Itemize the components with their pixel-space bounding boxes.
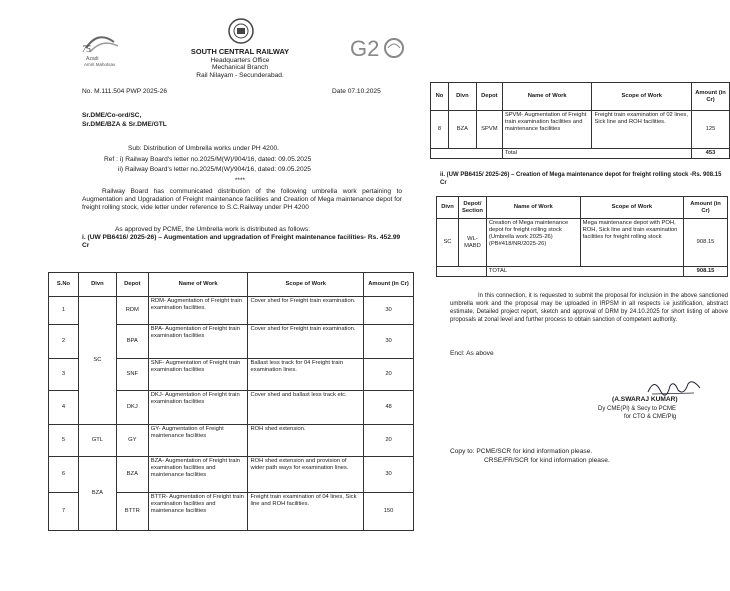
total-amount: 453 xyxy=(692,149,730,159)
header-work: Name of Work xyxy=(148,273,248,297)
table-row xyxy=(437,219,728,267)
cell-depot: SPVM xyxy=(476,111,502,149)
reference-1: Ref : i) Railway Board's letter no.2025/M(W)/904/16, dated: 09.05.2025 xyxy=(104,156,312,163)
cell-scope: Cover shed for Freight train examination. xyxy=(248,325,364,359)
svg-text:Azadi: Azadi xyxy=(86,56,99,62)
cell-amount: 30 xyxy=(364,457,414,493)
cell-work: SPVM- Augmentation of Freight train examination facilities and maintenance facilities xyxy=(502,111,592,149)
header-depot: Depot xyxy=(476,83,502,111)
total-label: TOTAL xyxy=(486,267,683,277)
cell-depot: WL-MABD xyxy=(458,219,486,267)
cell-amount: 20 xyxy=(364,425,414,457)
cell-work: BZA- Augmentation of Freight train examination facilities and maintenance facilities xyxy=(148,457,248,493)
cell-amount: 908.15 xyxy=(684,219,728,267)
reference-number: No. M.111.504 PWP 2025-26 xyxy=(82,88,168,95)
copy-to-line-2: CRSE/FR/SCR for kind information please. xyxy=(484,457,610,464)
header-scope: Scope of Work xyxy=(580,197,683,219)
addressee-2: Sr.DME/BZA & Sr.DME/GTL xyxy=(82,121,167,128)
mega-depot-table xyxy=(436,196,728,277)
intro-paragraph: Railway Board has communicated distribution of the following umbrella work pertaining to Augmentation and Upgradation of Freight maintenance facilities and Creation of Mega maintenance depot for freight rolling stock, vide letter under reference to S.C.Railway under PH 4200 xyxy=(82,188,402,211)
total-row xyxy=(437,267,728,277)
header-no: No xyxy=(431,83,449,111)
cell-scope: Freight train examination of 04 lines, Sick line and ROH facilities. xyxy=(248,493,364,531)
cell-work: GY- Augmentation of Freight maintenance facilities xyxy=(148,425,248,457)
svg-text:75: 75 xyxy=(82,44,91,54)
cell-amount: 20 xyxy=(364,359,414,391)
cell-scope: Mega maintenance depot with POH, ROH, Sick line and train examination facilities for freight rolling stock xyxy=(580,219,683,267)
signer-name: (A.SWARAJ KUMAR) xyxy=(612,396,678,403)
branch-name: Mechanical Branch xyxy=(211,64,269,71)
signer-title: Dy CME(Pl) & Secy to PCME xyxy=(598,406,677,412)
header-scope: Scope of Work xyxy=(592,83,692,111)
cell-sno: 3 xyxy=(49,359,79,391)
cell-sno: 6 xyxy=(49,457,79,493)
cell-amount: 125 xyxy=(692,111,730,149)
cell-depot: BTTR xyxy=(116,493,148,531)
cell-depot: SNF xyxy=(116,359,148,391)
letter-page-2 xyxy=(428,0,730,591)
cell-divn: SC xyxy=(437,219,459,267)
header-scope: Scope of Work xyxy=(248,273,364,297)
cell-amount: 30 xyxy=(364,297,414,325)
cell-depot: DKJ xyxy=(116,391,148,425)
header-work: Name of Work xyxy=(486,197,580,219)
subject-line: Sub: Distribution of Umbrella works under PH 4200. xyxy=(128,145,279,152)
cell-scope: Cover shed and ballast less track etc. xyxy=(248,391,364,425)
cell-work: SNF- Augmentation of Freight train examination facilities xyxy=(148,359,248,391)
table-row xyxy=(49,297,414,325)
table-row xyxy=(49,425,414,457)
cell-no: 8 xyxy=(431,111,449,149)
cell-work: RDM- Augmentation of Freight train examination facilities. xyxy=(148,297,248,325)
cell-amount: 150 xyxy=(364,493,414,531)
item2-heading: ii. (UW PB6415/ 2025-26) – Creation of Mega maintenance depot for freight rolling stock -Rs. 908.15 Cr xyxy=(440,172,722,186)
cell-amount: 48 xyxy=(364,391,414,425)
cell-sno: 7 xyxy=(49,493,79,531)
umbrella-work-table-1-continued xyxy=(430,82,730,159)
cell-divn: BZA xyxy=(448,111,476,149)
table-header-row xyxy=(431,83,730,111)
approval-line: As approved by PCME, the Umbrella work is distributed as follows: xyxy=(115,226,310,233)
addressee-1: Sr.DME/Co-ord/SC, xyxy=(82,112,142,119)
azadi-ka-amrit-mahotsav-logo xyxy=(80,28,140,68)
reference-2: ii) Railway Board's letter no.2025/M(W)/904/16, dated: 09.05.2025 xyxy=(118,166,311,173)
closing-paragraph: In this connection, it is requested to submit the proposal for inclusion in the above sanctioned umbrella work and the proposal may be uploaded in IRPSM in all respects i.e justification, abstract estimate, Detailed project report, sketch and approval of DRM by 24.10.2025 for short listing of above proposals at zonal level and further process to obtain sanction of competent authority. xyxy=(450,293,728,323)
letter-date: Date 07.10.2025 xyxy=(332,88,381,95)
cell-work: Creation of Mega maintenance depot for freight rolling stock (Umbrella work 2025-26) (PB#418/NR/2025-26) xyxy=(486,219,580,267)
cell-sno: 1 xyxy=(49,297,79,325)
svg-text:G2: G2 xyxy=(350,36,380,61)
svg-text:Amrit Mahotsav: Amrit Mahotsav xyxy=(84,62,116,67)
umbrella-work-table-1 xyxy=(48,272,414,531)
office-name: Headquarters Office xyxy=(210,57,270,64)
cell-depot: BPA xyxy=(116,325,148,359)
cell-work: DKJ- Augmentation of Freight train examination facilities xyxy=(148,391,248,425)
cell-divn-sc: SC xyxy=(78,297,116,425)
header-depot: Depot xyxy=(116,273,148,297)
header-divn: Divn xyxy=(437,197,459,219)
cell-sno: 5 xyxy=(49,425,79,457)
cell-sno: 2 xyxy=(49,325,79,359)
total-row xyxy=(431,149,730,159)
enclosure-line: Encl: As above xyxy=(450,350,494,357)
table-row xyxy=(431,111,730,149)
cell-divn-gtl: GTL xyxy=(78,425,116,457)
cell-scope: Freight train examination of 02 lines, Sick line and ROH facilities. xyxy=(592,111,692,149)
table-header-row xyxy=(437,197,728,219)
cell-scope: ROH shed extension and provision of wider path ways for examination lines. xyxy=(248,457,364,493)
cell-work: BTTR- Augmentation of Freight train examination facilities and maintenance facilities xyxy=(148,493,248,531)
g20-logo xyxy=(348,32,408,62)
header-work: Name of Work xyxy=(502,83,592,111)
header-divn: Divn xyxy=(78,273,116,297)
total-label: Total xyxy=(502,149,691,159)
cell-depot: BZA xyxy=(116,457,148,493)
cell-scope: Ballast less track for 04 Freight train examination lines. xyxy=(248,359,364,391)
railway-emblem-logo xyxy=(228,18,254,44)
cell-sno: 4 xyxy=(49,391,79,425)
header-depot-section: Depot/ Section xyxy=(458,197,486,219)
total-amount: 908.15 xyxy=(684,267,728,277)
org-name: SOUTH CENTRAL RAILWAY xyxy=(190,47,290,56)
office-address: Rail Nilayam - Secunderabad. xyxy=(196,72,284,79)
cell-depot: GY xyxy=(116,425,148,457)
item1-heading: i. (UW PB6416/ 2025-26) – Augmentation and upgradation of Freight maintenance facilities- Rs. 452.99 Cr xyxy=(82,234,401,249)
copy-to-line-1: Copy to: PCME/SCR for kind information please. xyxy=(450,448,593,455)
cell-amount: 30 xyxy=(364,325,414,359)
header-divn: Divn xyxy=(448,83,476,111)
cell-work: BPA- Augmentation of Freight train examination facilities xyxy=(148,325,248,359)
cell-divn-bza: BZA xyxy=(78,457,116,531)
cell-scope: ROH shed extension. xyxy=(248,425,364,457)
table-header-row xyxy=(49,273,414,297)
cell-scope: Cover shed for Freight train examination. xyxy=(248,297,364,325)
header-amount: Amount (in Cr) xyxy=(692,83,730,111)
header-sno: S.No xyxy=(49,273,79,297)
header-amount: Amount (in Cr) xyxy=(684,197,728,219)
signer-subtitle: for CTO & CME/Plg xyxy=(624,414,677,420)
cell-depot: RDM xyxy=(116,297,148,325)
header-amount: Amount (in Cr) xyxy=(364,273,414,297)
separator-stars: **** xyxy=(234,177,246,184)
handwritten-signature xyxy=(644,376,704,398)
table-row xyxy=(49,457,414,493)
